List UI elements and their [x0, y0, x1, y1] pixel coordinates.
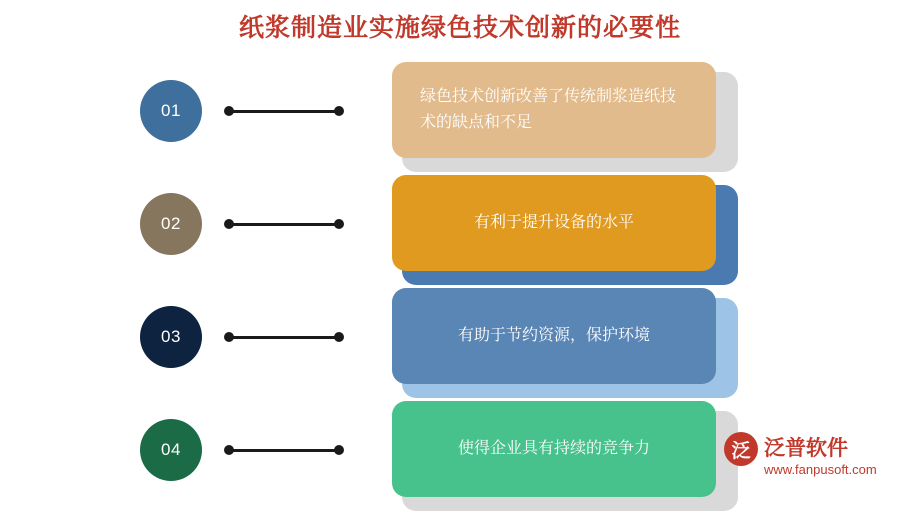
connector-dot-right [334, 332, 344, 342]
connector-bar [230, 336, 338, 339]
connector-line [224, 332, 344, 342]
item-number-badge: 04 [140, 419, 202, 481]
item-card-text: 使得企业具有持续的竞争力 [457, 440, 650, 457]
brand-logo[interactable] [724, 430, 904, 486]
item-card[interactable] [392, 288, 716, 384]
item-number-badge: 01 [140, 80, 202, 142]
connector-line [224, 445, 344, 455]
item-card-wrapper [392, 175, 728, 280]
connector-dot-right [334, 106, 344, 116]
connector-bar [230, 110, 338, 113]
list-item [0, 288, 920, 401]
logo-url: www.fanpusoft.com [764, 462, 877, 477]
page-title: 纸浆制造业实施绿色技术创新的必要性 [238, 14, 681, 42]
item-card-text: 有利于提升设备的水平 [473, 214, 634, 231]
connector-dot-right [334, 219, 344, 229]
list-item [0, 175, 920, 288]
connector-dot-right [334, 445, 344, 455]
connector-line [224, 219, 344, 229]
item-card-text: 有助于节约资源，保护环境 [457, 327, 650, 344]
connector-line [224, 106, 344, 116]
item-card-wrapper [392, 62, 728, 167]
item-card[interactable] [392, 175, 716, 271]
item-card-text: 绿色技术创新改善了传统制浆造纸技术的缺点和不足 [420, 88, 677, 131]
connector-bar [230, 449, 338, 452]
logo-name: 泛普软件 [764, 437, 848, 460]
item-card-wrapper [392, 401, 728, 506]
connector-bar [230, 223, 338, 226]
item-number-badge: 02 [140, 193, 202, 255]
list-item [0, 62, 920, 175]
item-card-wrapper [392, 288, 728, 393]
logo-icon: 泛 [724, 432, 758, 466]
item-number-badge: 03 [140, 306, 202, 368]
item-card[interactable] [392, 401, 716, 497]
item-card[interactable] [392, 62, 716, 158]
